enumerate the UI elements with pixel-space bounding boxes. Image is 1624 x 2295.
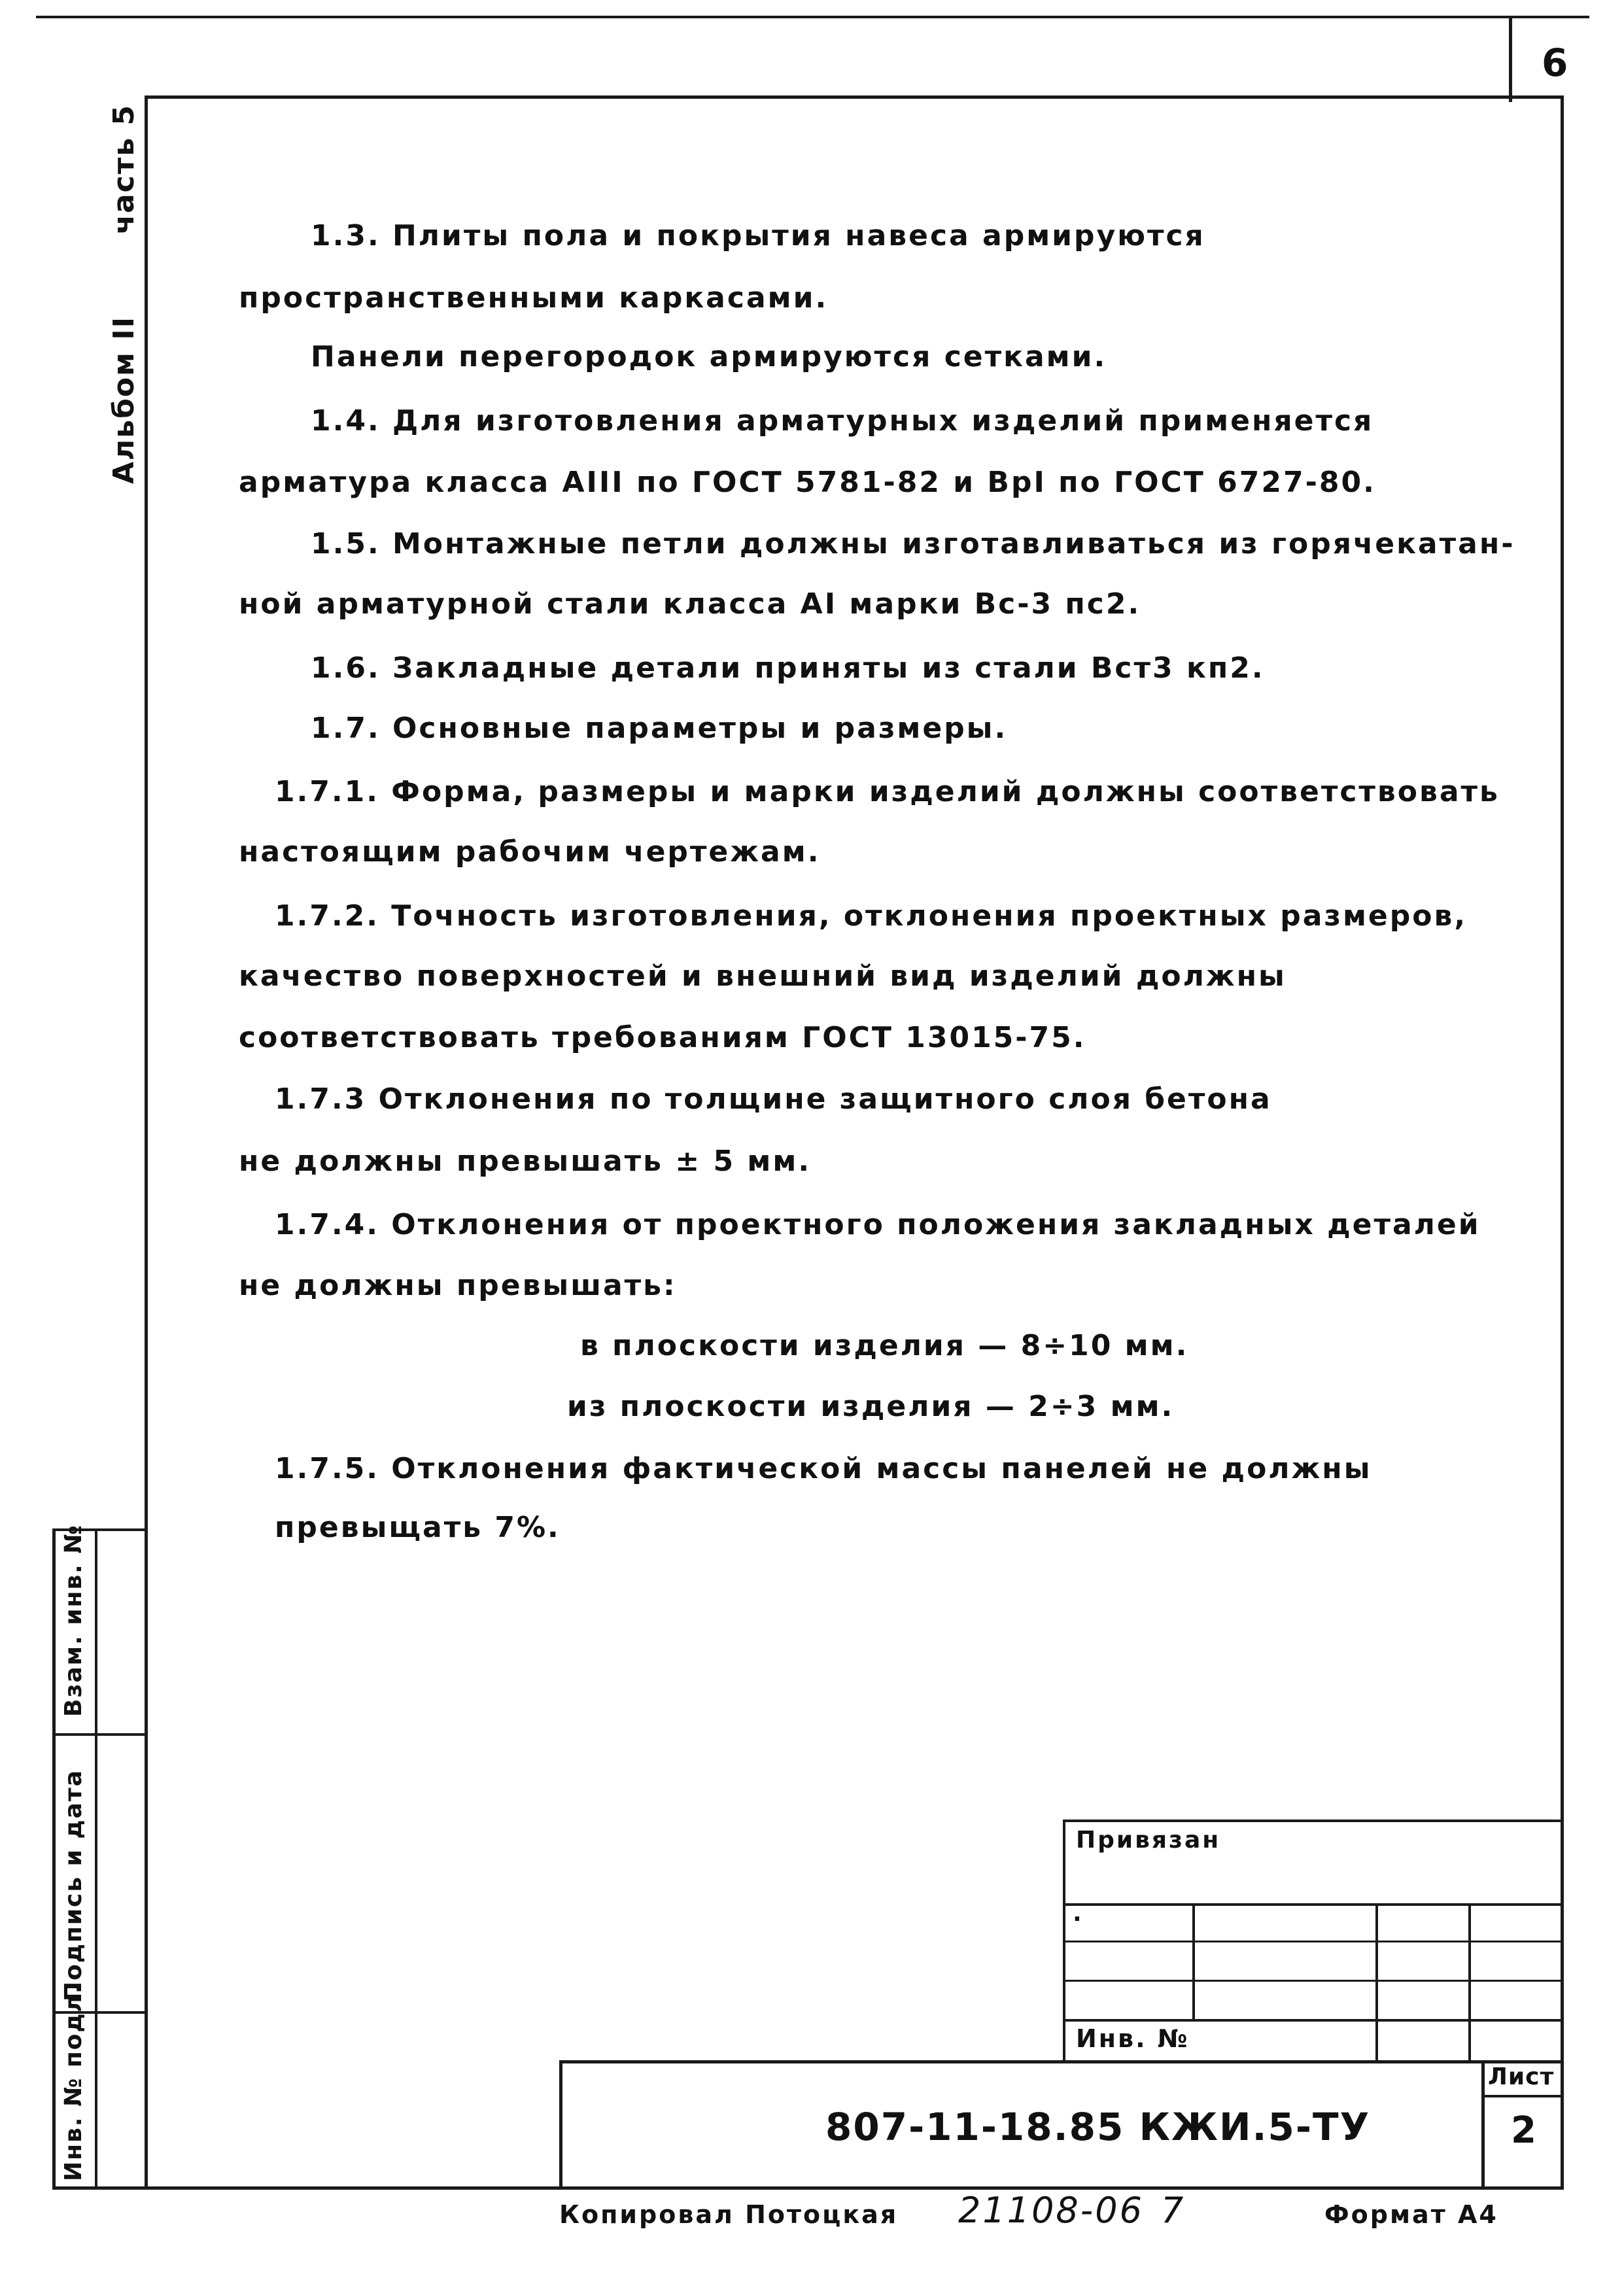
body-line-7: ной арматурной стали класса АI марки Вс-3 пс2. [239, 587, 1141, 621]
body-line-9: 1.7. Основные параметры и размеры. [311, 712, 1008, 745]
album-label [107, 104, 141, 484]
copied-by: Копировал Потоцкая [559, 2200, 899, 2229]
body-line-22: превыщать 7%. [275, 1511, 561, 1544]
tb-sheet-row [1481, 2095, 1564, 2097]
vzam-inv-label: Взам. инв. № [60, 1524, 87, 1717]
part-text: часть 5 [107, 104, 141, 235]
tb-row2 [1063, 1941, 1564, 1942]
frame-right [1561, 95, 1564, 2188]
body-line-20: из плоскости изделия — 2÷3 мм. [567, 1390, 1175, 1423]
body-line-15: 1.7.3 Отклонения по толщине защитного слоя бетона [275, 1082, 1272, 1116]
body-line-13: качество поверхностей и внешний вид изделий должны [239, 959, 1287, 993]
side-stamp-outer [52, 1528, 56, 2189]
body-line-10: 1.7.1. Форма, размеры и марки изделий должны соответствовать [275, 775, 1500, 808]
sheet-label: Лист [1488, 2063, 1555, 2090]
body-line-12: 1.7.2. Точность изготовления, отклонения проектных размеров, [275, 899, 1468, 933]
tb-row1 [1063, 1903, 1564, 1906]
body-line-5: арматура класса АIII по ГОСТ 5781-82 и ВрI по ГОСТ 6727-80. [239, 466, 1376, 499]
body-line-19: в плоскости изделия — 8÷10 мм. [580, 1329, 1189, 1362]
dot-mark: . [1073, 1900, 1084, 1927]
sign-date-label: Подпись и дата [60, 1769, 87, 2001]
page-number-divider [1509, 16, 1512, 102]
privyazan-label: Привязан [1076, 1827, 1221, 1854]
top-border [36, 16, 1589, 18]
sheet-number: 2 [1511, 2109, 1538, 2152]
body-line-16: не должны превышать ± 5 мм. [239, 1145, 812, 1178]
frame-top [145, 95, 1563, 99]
body-line-14: соответствовать требованиям ГОСТ 13015-75. [239, 1021, 1086, 1054]
body-line-4: 1.4. Для изготовления арматурных изделий применяется [311, 404, 1374, 438]
tb-row4 [1063, 2019, 1564, 2022]
order-number: 21108-06 [958, 2190, 1144, 2231]
tb-main-top [559, 2060, 1564, 2063]
body-line-3: Панели перегородок армируются сетками. [311, 340, 1107, 373]
album-text: Альбом II [107, 315, 141, 484]
body-line-21: 1.7.5. Отклонения фактической массы панелей не должны [275, 1452, 1372, 1485]
side-stamp-inner [95, 1528, 97, 2189]
side-stamp-div1 [52, 1733, 147, 1736]
frame-left [145, 95, 148, 2188]
designation: 807-11-18.85 КЖИ.5-ТУ [825, 2105, 1371, 2149]
tb-sheet-divider [1481, 2060, 1485, 2188]
inv-no-label: Инв. № [1076, 2024, 1190, 2053]
tb-top [1063, 1820, 1564, 1822]
body-line-2: пространственными каркасами. [239, 281, 829, 315]
frame-bottom [52, 2186, 1564, 2190]
page-number: 6 [1542, 41, 1570, 85]
body-line-17: 1.7.4. Отклонения от проектного положения закладных деталей [275, 1208, 1481, 1241]
body-line-18: не должны превышать: [239, 1269, 677, 1302]
tb-col1 [1192, 1903, 1195, 2019]
tb-row3 [1063, 1980, 1564, 1982]
inv-podl-label: Инв. № подл. [60, 1983, 87, 2181]
order-suffix: 7 [1161, 2190, 1186, 2231]
tb-col3 [1468, 1903, 1471, 2060]
body-line-8: 1.6. Закладные детали приняты из стали Вст3 кп2. [311, 651, 1265, 685]
tb-col2 [1375, 1903, 1378, 2060]
body-line-1: 1.3. Плиты пола и покрытия навеса армируются [311, 219, 1205, 252]
tb-main-left [559, 2060, 562, 2188]
body-line-11: настоящим рабочим чертежам. [239, 835, 821, 869]
body-line-6: 1.5. Монтажные петли должны изготавливаться из горячекатан- [311, 527, 1515, 561]
format-label: Формат А4 [1324, 2200, 1498, 2229]
